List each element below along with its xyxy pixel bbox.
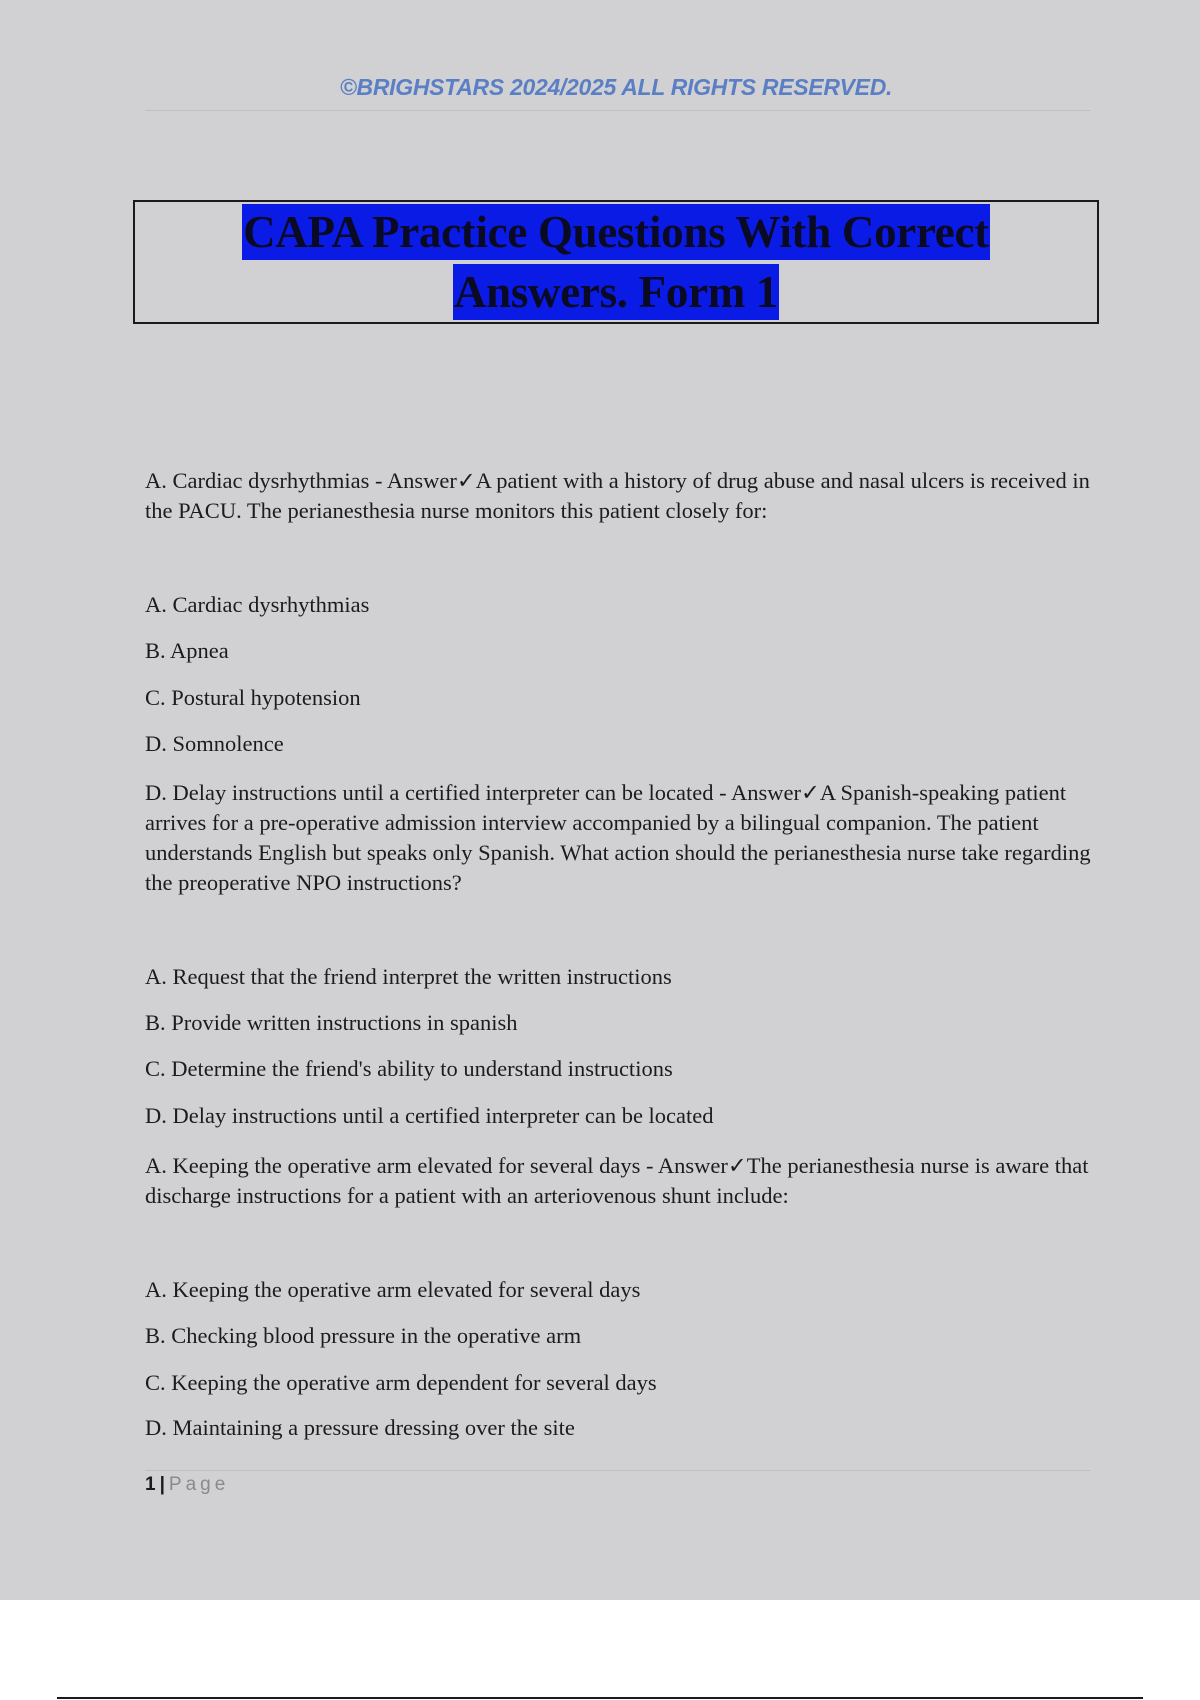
question-3-option-d: D. Maintaining a pressure dressing over the site xyxy=(145,1415,575,1440)
question-2-option-b: B. Provide written instructions in spanish xyxy=(145,1010,518,1035)
question-2-option-c: C. Determine the friend's ability to understand instructions xyxy=(145,1056,673,1081)
title-line-1: CAPA Practice Questions With Correct xyxy=(242,204,990,260)
question-2-option-d: D. Delay instructions until a certified interpreter can be located xyxy=(145,1103,714,1128)
page-number xyxy=(145,1474,229,1496)
question-2-option-a: A. Request that the friend interpret the written instructions xyxy=(145,964,672,989)
question-3-option-a: A. Keeping the operative arm elevated for several days xyxy=(145,1277,641,1302)
question-2-text: D. Delay instructions until a certified interpreter can be located - Answer✓A Spanish-speaking patient arrives for a pre-operative admission interview accompanied by a bilingual companion. The patient understands English but speaks only Spanish. What action should the perianesthesia nurse take regarding the preoperative NPO instructions? xyxy=(145,780,1091,895)
title-line-2: Answers. Form 1 xyxy=(453,264,779,320)
page-number-separator: | xyxy=(159,1474,165,1495)
question-1-option-c: C. Postural hypotension xyxy=(145,685,361,710)
question-3-option-c: C. Keeping the operative arm dependent for several days xyxy=(145,1370,657,1395)
header-divider xyxy=(145,110,1091,111)
question-3-text: A. Keeping the operative arm elevated for several days - Answer✓The perianesthesia nurse is aware that discharge instructions for a patient with an arteriovenous shunt include: xyxy=(145,1153,1089,1208)
question-1-option-d: D. Somnolence xyxy=(145,731,284,756)
title-box xyxy=(133,200,1099,324)
page-number-value: 1 xyxy=(145,1474,156,1495)
question-1-option-a: A. Cardiac dysrhythmias xyxy=(145,592,370,617)
question-1-text: A. Cardiac dysrhythmias - Answer✓A patient with a history of drug abuse and nasal ulcers is received in the PACU. The perianesthesia nurse monitors this patient closely for: xyxy=(145,468,1090,523)
next-page-top-rule xyxy=(57,1697,1143,1699)
page-label: Page xyxy=(168,1474,230,1495)
question-3-option-b: B. Checking blood pressure in the operative arm xyxy=(145,1323,582,1348)
footer-divider xyxy=(145,1470,1091,1471)
question-1-option-b: B. Apnea xyxy=(145,638,229,663)
copyright-header: ©BRIGHSTARS 2024/2025 ALL RIGHTS RESERVED. xyxy=(339,74,893,100)
